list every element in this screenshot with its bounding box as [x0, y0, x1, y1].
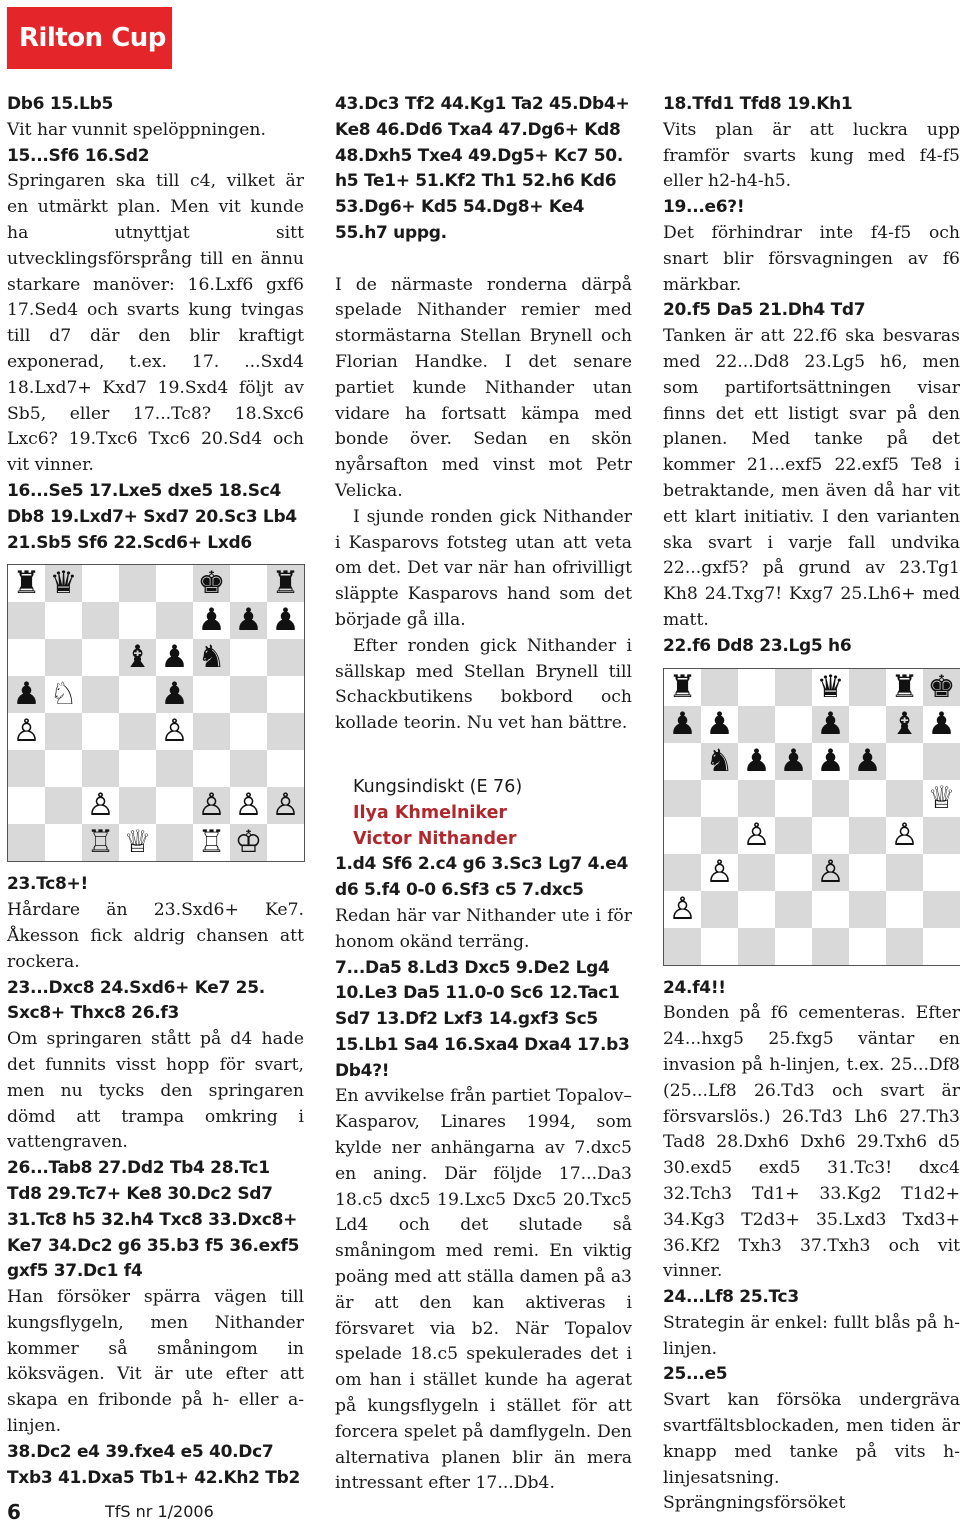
chess-piece: ♟ [156, 676, 193, 713]
chess-piece: ♞ [193, 639, 230, 676]
chess-piece: ♙ [82, 787, 119, 824]
player-name: Ilya Khmelniker [353, 802, 508, 823]
board-square [775, 891, 812, 928]
board-square [775, 928, 812, 965]
chess-piece: ♙ [156, 713, 193, 750]
chess-piece: ♙ [701, 854, 738, 891]
board-square [923, 817, 960, 854]
chess-diagram [7, 564, 305, 862]
board-square [812, 928, 849, 965]
magazine-issue: TfS nr 1/2006 [105, 1502, 214, 1521]
board-square [923, 854, 960, 891]
commentary-text: I sjunde ronden gick Nithander i Kasparovs fotsteg utan att veta om det. Det var när han ofrivilligt släppte Kasparovs hand som det började gå illa. [335, 506, 632, 630]
board-square [45, 602, 82, 639]
chess-piece: ♟ [230, 602, 267, 639]
board-square [156, 824, 193, 861]
chess-piece: ♟ [664, 706, 701, 743]
board-square [701, 928, 738, 965]
commentary-text: Tanken är att 22.f6 ska besvaras med 22...Dd8 23.Lg5 h6, men som partifortsättningen visar finns det ett listigt svar på den planen. Med tanke på det kommer 21...exf5 22.exf5 Te8 i betraktande, men även då har vit ett klart initiativ. I den varianten ska svart i varje fall undvika 22...gxf5? på grund av 23.Tg1 Kh8 24.Txg7! Kxg7 25.Lh6+ med matt. [663, 326, 960, 630]
chess-piece: ♖ [193, 824, 230, 861]
board-square [849, 706, 886, 743]
commentary-text: Han försöker spärra vägen till kungsflygeln, men Nithander kommer så småningom in köksvägen. Vit är ute efter att skapa en fribonde på h- eller a-linjen. [7, 1287, 304, 1437]
board-square [701, 817, 738, 854]
chess-piece: ♟ [812, 706, 849, 743]
board-square [230, 676, 267, 713]
board-square [738, 891, 775, 928]
board-square [230, 713, 267, 750]
board-square [775, 706, 812, 743]
chess-piece: ♙ [8, 713, 45, 750]
chess-moves: 43.Dc3 Tf2 44.Kg1 Ta2 45.Db4+ Ke8 46.Dd6 Txa4 47.Dg6+ Kd8 48.Dxh5 Txe4 49.Dg5+ Kc7 50. h5 Te1+ 51.Kf2 Th1 52.h6 Kd6 53.Dg6+ Kd5 54.Dg8+ Ke4 55.h7 uppg. [335, 94, 630, 243]
chess-piece: ♙ [193, 787, 230, 824]
chess-piece: ♟ [156, 639, 193, 676]
board-square [886, 743, 923, 780]
board-square [267, 824, 304, 861]
chess-piece: ♟ [923, 706, 960, 743]
board-square [738, 854, 775, 891]
board-square [775, 854, 812, 891]
chess-moves: 1.d4 Sf6 2.c4 g6 3.Sc3 Lg7 4.e4 d6 5.f4 0-0 6.Sf3 c5 7.dxc5 [335, 854, 629, 901]
chess-piece: ♝ [886, 706, 923, 743]
board-square [664, 743, 701, 780]
board-square [738, 780, 775, 817]
board-square [849, 891, 886, 928]
board-square [193, 750, 230, 787]
commentary-text: Hårdare än 23.Sxd6+ Ke7. Åkesson fick aldrig chansen att rockera. [7, 900, 304, 972]
chess-moves: 18.Tfd1 Tfd8 19.Kh1 [663, 94, 853, 114]
board-square [886, 780, 923, 817]
chess-moves: 16...Se5 17.Lxe5 dxe5 18.Sc4 Db8 19.Lxd7+ Sxd7 20.Sc3 Lb4 21.Sb5 Sf6 22.Scd6+ Lxd6 [7, 480, 297, 553]
chess-piece: ♟ [738, 743, 775, 780]
board-square [82, 602, 119, 639]
board-square [82, 565, 119, 602]
commentary-text: Springaren ska till c4, vilket är en utmärkt plan. Men vit kunde ha utnyttjat sitt utvecklingsförsprång till en ännu starkare manöver: 16.Lxf6 gxf6 17.Sed4 och svarts kung tvingas till d7 där den blir kraftigt exponerad, t.ex. 17. ...Sxd4 18.Lxd7+ Kxd7 19.Sxd4 följt av Sb5, eller 17...Tc8? 18.Sxc6 Lxc6? 19.Txc6 Txc6 20.Sd4 och vit vinner. [7, 171, 304, 476]
board-square [664, 854, 701, 891]
commentary-text: En avvikelse från partiet Topalov–Kasparov, Linares 1994, som kylde ner anhängarna av 7.dxc5 en aning. Där följde 17...Da3 18.c5 dxc5 19.Lxc5 Dxc5 20.Txc5 Ld4 och det slutade så småningom med remi. En viktig poäng med att ställa damen på a3 är att den kan aktiveras i försvaret via b2. När Topalov spelade 18.c5 spekulerades det i om han i stället kunde ha agerat på kungsflygeln i stället för att forcera spelet på damflygeln. Den alternativa planen blir än mera intressant efter 17...Db4. [335, 1086, 632, 1494]
board-square [45, 713, 82, 750]
board-square [8, 750, 45, 787]
chess-moves: 24...Lf8 25.Tc3 [663, 1287, 799, 1308]
chess-moves: 26...Tab8 27.Dd2 Tb4 28.Tc1 Td8 29.Tc7+ Ke8 30.Dc2 Sd7 31.Tc8 h5 32.h4 Txc8 33.Dxc8+ Ke7 34.Dc2 g6 35.b3 f5 36.exf5 gxf5 37.Dc1 f4 [7, 1158, 300, 1282]
board-square [738, 928, 775, 965]
board-square [923, 891, 960, 928]
board-square [45, 750, 82, 787]
board-square [119, 565, 156, 602]
board-square [230, 750, 267, 787]
player-name: Victor Nithander [353, 828, 517, 849]
chess-piece: ♕ [119, 824, 156, 861]
chess-piece: ♟ [267, 602, 304, 639]
chess-piece: ♘ [45, 676, 82, 713]
board-square [701, 891, 738, 928]
chess-piece: ♙ [812, 854, 849, 891]
board-square [267, 676, 304, 713]
commentary-text: Redan här var Nithander ute i för honom okänd terräng. [335, 905, 632, 952]
board-square [738, 669, 775, 706]
chess-piece: ♜ [267, 565, 304, 602]
chess-piece: ♛ [812, 669, 849, 706]
board-square [849, 780, 886, 817]
board-square [45, 787, 82, 824]
board-square [775, 669, 812, 706]
chess-piece: ♚ [923, 669, 960, 706]
chess-piece: ♞ [701, 743, 738, 780]
chess-piece: ♟ [193, 602, 230, 639]
page-number: 6 [7, 1500, 21, 1524]
chess-diagram [663, 668, 960, 966]
board-square [267, 713, 304, 750]
board-square [82, 676, 119, 713]
board-square [156, 565, 193, 602]
chess-piece: ♙ [664, 891, 701, 928]
board-square [82, 639, 119, 676]
board-square [923, 743, 960, 780]
board-square [230, 639, 267, 676]
board-square [8, 787, 45, 824]
chess-moves: 38.Dc2 e4 39.fxe4 e5 40.Dc7 Txb3 41.Dxa5 Tb1+ 42.Kh2 Tb2 [7, 1441, 300, 1488]
board-square [664, 817, 701, 854]
board-square [886, 928, 923, 965]
board-square [812, 780, 849, 817]
chess-piece: ♟ [849, 743, 886, 780]
board-square [8, 602, 45, 639]
board-square [119, 602, 156, 639]
board-square [849, 817, 886, 854]
chess-moves: 24.f4!! [663, 977, 726, 998]
chess-piece: ♜ [664, 669, 701, 706]
board-square [923, 928, 960, 965]
column-left [7, 92, 304, 1491]
column-right [663, 92, 960, 1517]
board-square [119, 787, 156, 824]
board-square [193, 676, 230, 713]
commentary-text: Strategin är enkel: fullt blås på h-linjen. [663, 1312, 960, 1359]
commentary-text: I de närmaste ronderna därpå spelade Nithander remier med stormästarna Stellan Brynell och Florian Handke. I det senare partiet kunde Nithander utan vidare ha fortsatt kämpa med bonde över. Sedan en skön nyårsafton med vinst mot Petr Velicka. [335, 274, 632, 501]
board-square [156, 750, 193, 787]
chess-piece: ♙ [267, 787, 304, 824]
board-square [738, 706, 775, 743]
chess-piece: ♙ [886, 817, 923, 854]
board-square [230, 565, 267, 602]
board-square [156, 787, 193, 824]
board-square [267, 750, 304, 787]
board-square [193, 713, 230, 750]
board-square [849, 854, 886, 891]
chess-piece: ♟ [775, 743, 812, 780]
commentary-text: Efter ronden gick Nithander i sällskap med Stellan Brynell till Schackbutikens bokbord och kollade teorin. Nu vet han bättre. [335, 635, 632, 734]
board-square [267, 639, 304, 676]
board-square [156, 602, 193, 639]
section-badge: Rilton Cup [7, 7, 172, 69]
page-footer [7, 1500, 214, 1524]
chess-moves: 19...e6?! [663, 197, 745, 218]
commentary-text: Bonden på f6 cementeras. Efter 24...hxg5 25.fxg5 väntar en invasion på h-linjen, t.ex. 25...Df8 (25...Lf8 26.Td3 och svart är försvarslös.) 26.Td3 Lh6 27.Th3 Tad8 28.Dxh6 Dxh6 29.Txh6 d5 30.exd5 exd5 31.Tc3! dxc4 32.Tch3 Td1+ 33.Kg2 T1d2+ 34.Kg3 T2d3+ 35.Lxd3 Txd3+ 36.Kf2 Txh3 37.Txh3 och vit vinner. [663, 1003, 960, 1282]
board-square [119, 750, 156, 787]
board-square [701, 780, 738, 817]
board-square [664, 928, 701, 965]
board-square [775, 817, 812, 854]
chess-piece: ♙ [738, 817, 775, 854]
board-square [119, 713, 156, 750]
chess-piece: ♟ [701, 706, 738, 743]
board-square [45, 824, 82, 861]
chess-piece: ♟ [8, 676, 45, 713]
chess-piece: ♜ [8, 565, 45, 602]
board-square [849, 928, 886, 965]
chess-moves: 22.f6 Dd8 23.Lg5 h6 [663, 635, 852, 656]
board-square [82, 713, 119, 750]
chess-piece: ♚ [193, 565, 230, 602]
chess-moves: 25...e5 [663, 1364, 728, 1385]
chess-piece: ♕ [923, 780, 960, 817]
commentary-text: Svart kan försöka undergräva svartfältsblockaden, men tiden är knapp med tanke på vits h-linjesatsning. Sprängningsförsöket [663, 1390, 960, 1514]
board-square [8, 639, 45, 676]
commentary-text: Om springaren stått på d4 hade det funnits visst hopp för svart, men nu tycks den springaren dömd att trampa omkring i vattengraven. [7, 1029, 304, 1153]
chess-moves: Db6 15.Lb5 [7, 94, 113, 114]
chess-piece: ♟ [812, 743, 849, 780]
game-opening: Kungsindiskt (E 76) [353, 776, 523, 797]
board-square [886, 891, 923, 928]
commentary-text: Det förhindrar inte f4-f5 och snart blir försvagningen av f6 märkbar. [663, 222, 960, 295]
chess-piece: ♖ [82, 824, 119, 861]
column-middle [335, 92, 632, 1497]
commentary-text: Vit har vunnit spelöppningen. [7, 119, 266, 140]
board-square [886, 854, 923, 891]
commentary-text: Vits plan är att luckra upp framför svarts kung med f4-f5 eller h2-h4-h5. [663, 119, 960, 192]
chess-piece: ♜ [886, 669, 923, 706]
chess-piece: ♔ [230, 824, 267, 861]
board-square [8, 824, 45, 861]
board-square [775, 780, 812, 817]
board-square [849, 669, 886, 706]
chess-moves: 7...Da5 8.Ld3 Dxc5 9.De2 Lg4 10.Le3 Da5 11.0-0 Sc6 12.Tac1 Sd7 13.Df2 Lxf3 14.gxf3 Sc5 15.Lb1 Sa4 16.Sxa4 Dxa4 17.b3 Db4?! [335, 957, 630, 1081]
chess-moves: 15...Sf6 16.Sd2 [7, 145, 150, 166]
board-square [701, 669, 738, 706]
board-square [664, 780, 701, 817]
chess-piece: ♝ [119, 639, 156, 676]
chess-moves: 23...Dxc8 24.Sxd6+ Ke7 25. Sxc8+ Thxc8 26.f3 [7, 977, 265, 1024]
chess-moves: 23.Tc8+! [7, 874, 88, 895]
board-square [119, 676, 156, 713]
board-square [82, 750, 119, 787]
chess-piece: ♛ [45, 565, 82, 602]
board-square [812, 817, 849, 854]
chess-piece: ♙ [230, 787, 267, 824]
board-square [812, 891, 849, 928]
board-square [45, 639, 82, 676]
chess-moves: 20.f5 Da5 21.Dh4 Td7 [663, 300, 866, 321]
